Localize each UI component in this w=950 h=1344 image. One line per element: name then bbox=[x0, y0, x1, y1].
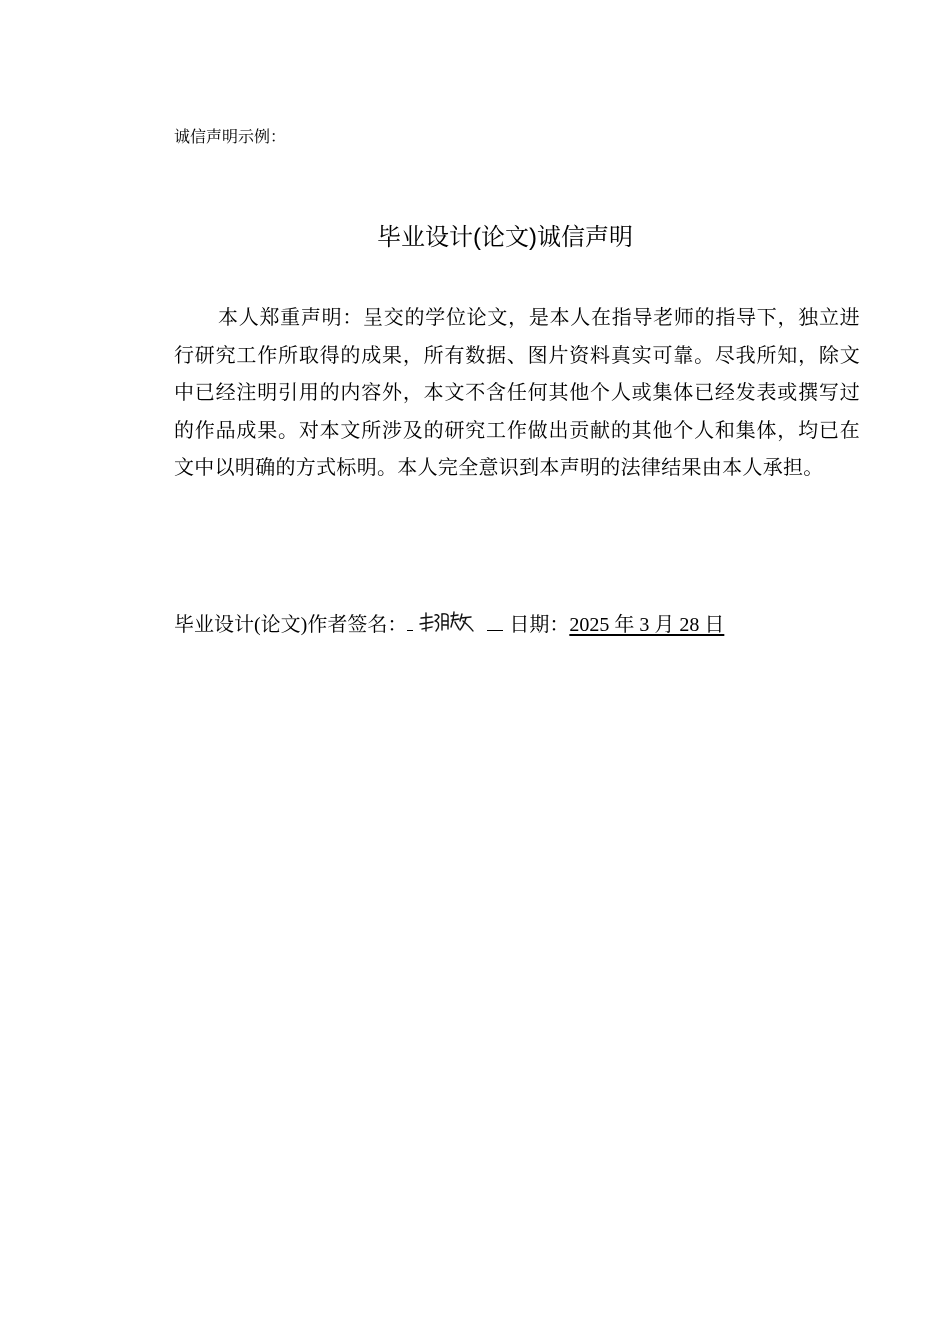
signature-underline-left bbox=[407, 608, 413, 631]
declaration-body: 本人郑重声明：呈交的学位论文，是本人在指导老师的指导下，独立进行研究工作所取得的成果，所有数据、图片资料真实可靠。尽我所知，除文中已经注明引用的内容外，本文不含任何其他个人或集体已经发表或撰写过的作品成果。对本文所涉及的研究工作做出贡献的其他个人和集体，均已在文中以明确的方式标明。本人完全意识到本声明的法律结果由本人承担。 bbox=[174, 307, 860, 480]
document-title: 毕业设计(论文)诚信声明 bbox=[377, 224, 633, 251]
author-signature-label: 毕业设计(论文)作者签名： bbox=[174, 614, 408, 636]
date-label: 日期： bbox=[509, 614, 570, 636]
date-value: 2025 年 3 月 28 日 bbox=[569, 614, 725, 636]
handwritten-signature bbox=[417, 609, 483, 635]
signature-line bbox=[174, 605, 724, 641]
example-label: 诚信声明示例： bbox=[174, 129, 287, 146]
signature-underline-right bbox=[487, 608, 503, 631]
